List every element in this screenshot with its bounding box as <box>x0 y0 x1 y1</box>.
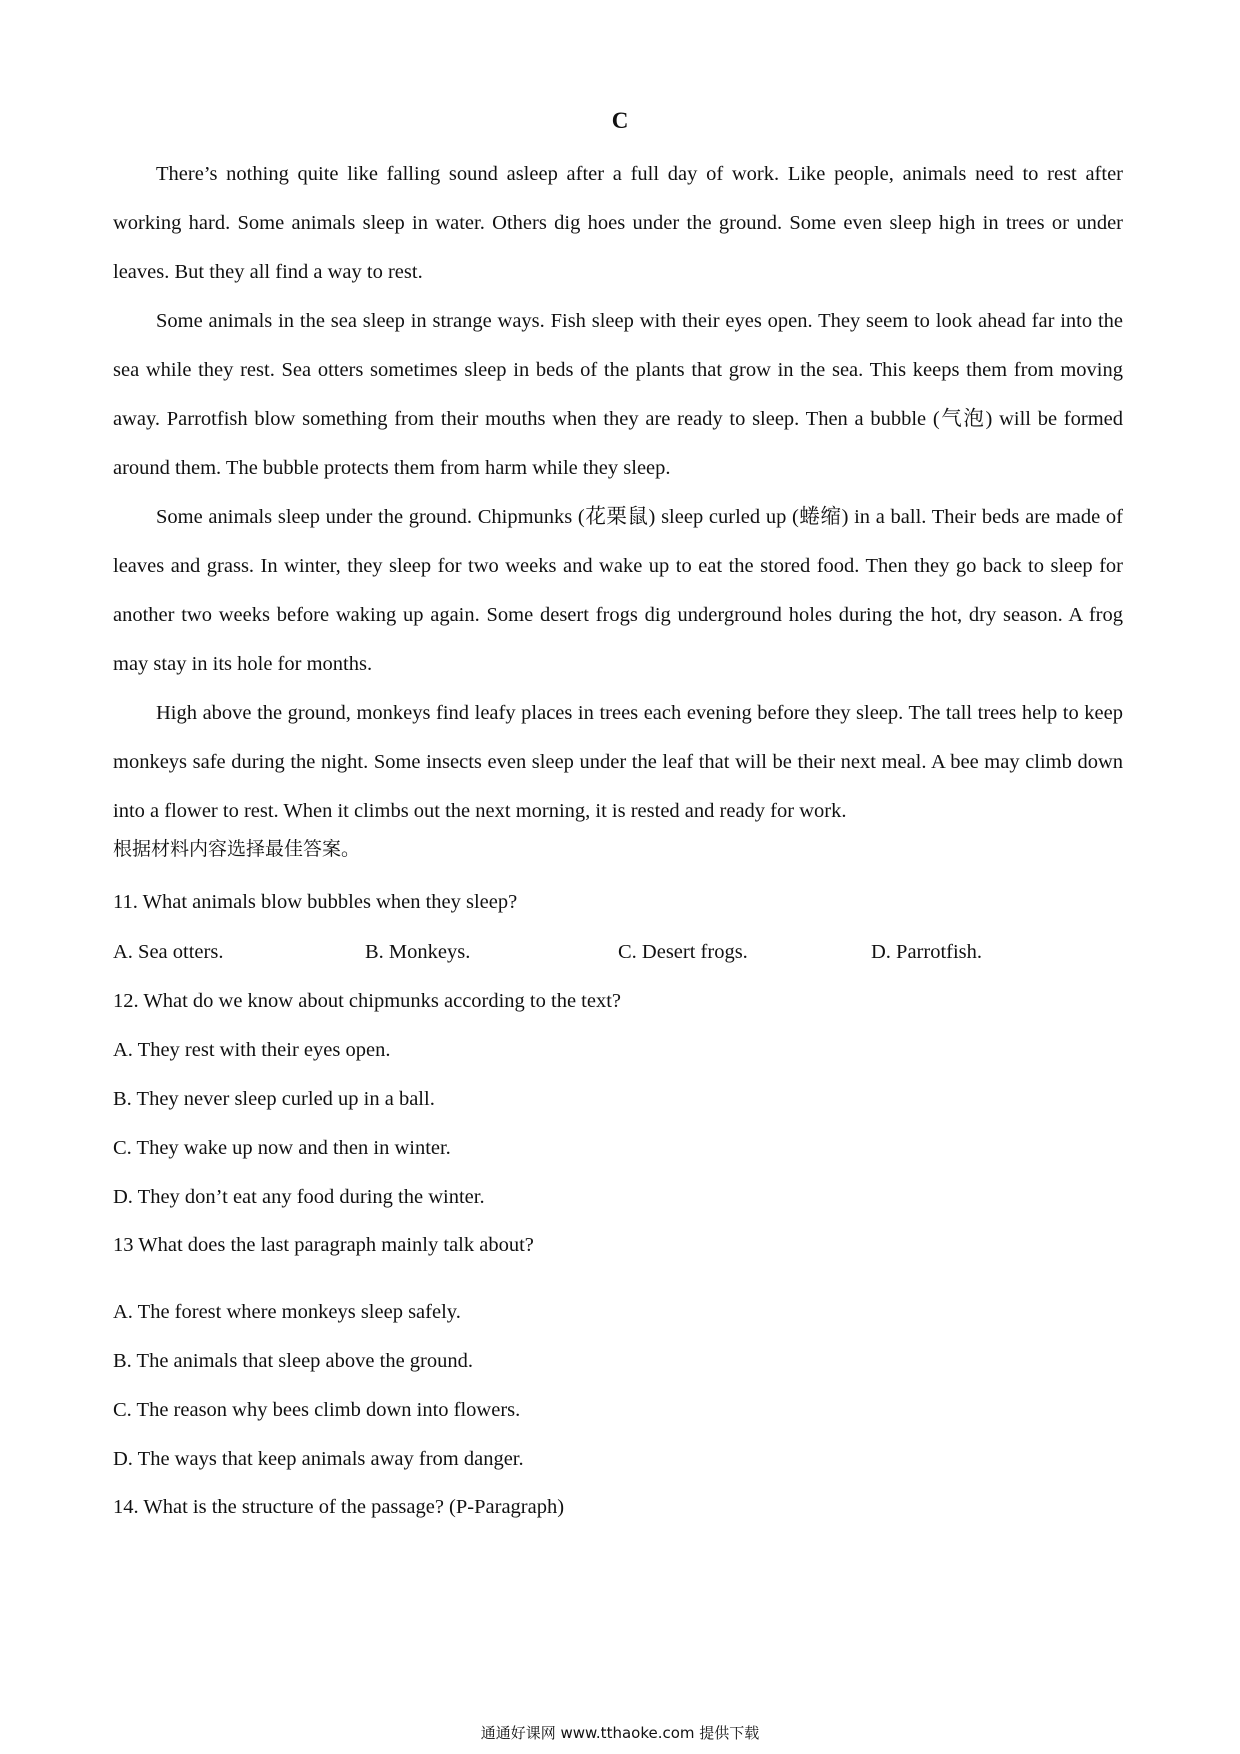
question-11-stem: 11. What animals blow bubbles when they sleep? <box>113 891 518 913</box>
question-11-option-b: B. Monkeys. <box>365 941 471 963</box>
page-footer: 通通好课网 www.tthaoke.com 提供下载 <box>480 1724 760 1742</box>
instruction-text: 根据材料内容选择最佳答案。 <box>113 838 361 860</box>
passage-paragraph-3: Some animals sleep under the ground. Chipmunks (花栗鼠) sleep curled up (蜷缩) in a ball. Their beds are made of leaves and grass. In winter, they sleep for two weeks and wake up to eat the stored food. Then they go back to sleep for another two weeks before waking up again. Some desert frogs dig underground holes during the hot, dry season. A frog may stay in its hole for months. <box>113 506 1123 675</box>
question-12-option-d: D. They don’t eat any food during the winter. <box>113 1186 485 1208</box>
question-12-option-a: A. They rest with their eyes open. <box>113 1039 391 1061</box>
section-title: C <box>611 108 629 133</box>
question-13-option-a: A. The forest where monkeys sleep safely. <box>113 1301 461 1323</box>
question-13-option-b: B. The animals that sleep above the ground. <box>113 1350 473 1372</box>
reading-passage <box>113 150 1123 836</box>
question-14-stem: 14. What is the structure of the passage? (P-Paragraph) <box>113 1496 565 1518</box>
passage-paragraph-1: There’s nothing quite like falling sound asleep after a full day of work. Like people, animals need to rest after working hard. Some animals sleep in water. Others dig hoes under the ground. Some even sleep high in trees or under leaves. But they all find a way to rest. <box>113 163 1123 283</box>
question-12-stem: 12. What do we know about chipmunks according to the text? <box>113 990 622 1012</box>
question-13-option-d: D. The ways that keep animals away from danger. <box>113 1448 524 1470</box>
passage-paragraph-4: High above the ground, monkeys find leafy places in trees each evening before they sleep. The tall trees help to keep monkeys safe during the night. Some insects even sleep under the leaf that will be their next meal. A bee may climb down into a flower to rest. When it climbs out the next morning, it is rested and ready for work. <box>113 702 1123 822</box>
question-13-option-c: C. The reason why bees climb down into flowers. <box>113 1399 521 1421</box>
passage-paragraph-2: Some animals in the sea sleep in strange ways. Fish sleep with their eyes open. They seem to look ahead far into the sea while they rest. Sea otters sometimes sleep in beds of the plants that grow in the sea. This keeps them from moving away. Parrotfish blow something from their mouths when they are ready to sleep. Then a bubble (气泡) will be formed around them. The bubble protects them from harm while they sleep. <box>113 310 1123 479</box>
question-12-option-b: B. They never sleep curled up in a ball. <box>113 1088 435 1110</box>
question-13-stem: 13 What does the last paragraph mainly talk about? <box>113 1234 534 1256</box>
question-11-option-c: C. Desert frogs. <box>618 941 748 963</box>
question-11-option-d: D. Parrotfish. <box>871 941 983 963</box>
question-11-option-a: A. Sea otters. <box>113 941 224 963</box>
question-12-option-c: C. They wake up now and then in winter. <box>113 1137 451 1159</box>
